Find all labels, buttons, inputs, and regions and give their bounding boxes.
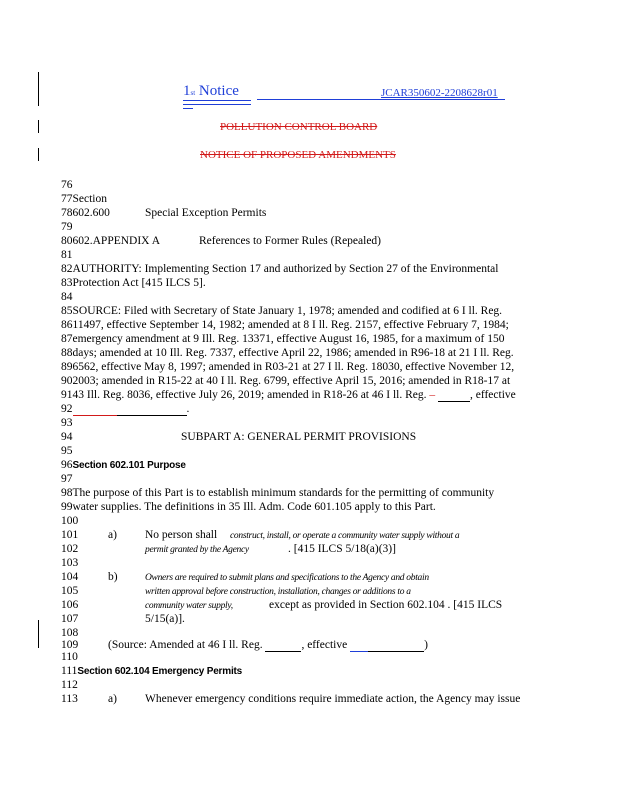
line-109: 109 (Source: Amended at 46 I ll. Reg. , effective ) bbox=[61, 639, 428, 651]
notice-underline bbox=[257, 99, 505, 100]
change-bar bbox=[38, 148, 39, 161]
notice-heading bbox=[183, 82, 239, 100]
line-108: 108 bbox=[61, 627, 79, 639]
line-103: 103 bbox=[61, 557, 79, 569]
line-92: 92 . bbox=[61, 403, 190, 415]
line-80: 80602.APPENDIX A References to Former Rules (Repealed) bbox=[61, 235, 382, 247]
line-104: 104 b) Owners are required to submit plans and specifications to the Agency and obtain bbox=[61, 571, 429, 583]
notice-title: NOTICE OF PROPOSED AMENDMENTS bbox=[200, 149, 396, 161]
line-95: 95 bbox=[61, 445, 73, 457]
line-76: 76 bbox=[61, 179, 73, 191]
line-94: 94 SUBPART A: GENERAL PERMIT PROVISIONS bbox=[61, 431, 417, 443]
line-102: 102 permit granted by the Agency . [415 ILCS 5/18(a)(3)] bbox=[61, 543, 396, 555]
line-84: 84 bbox=[61, 291, 73, 303]
change-bar bbox=[38, 72, 39, 106]
notice-underline bbox=[183, 104, 251, 105]
notice-label: Notice bbox=[198, 83, 239, 99]
line-97: 97 bbox=[61, 473, 73, 485]
notice-number: 1 bbox=[183, 83, 191, 99]
line-93: 93 bbox=[61, 417, 73, 429]
line-112: 112 bbox=[61, 679, 78, 691]
line-86: 8611497, effective September 14, 1982; amended at 8 I ll. Reg. 2157, effective February 7, 1984; bbox=[61, 319, 509, 331]
line-81: 81 bbox=[61, 249, 73, 261]
line-113: 113 a) Whenever emergency conditions require immediate action, the Agency may issue bbox=[61, 693, 521, 705]
line-100: 100 bbox=[61, 515, 79, 527]
line-79: 79 bbox=[61, 221, 73, 233]
notice-sup: st bbox=[190, 89, 196, 97]
line-105: 105 written approval before construction, installation, changes or additions to a bbox=[61, 585, 411, 597]
line-91: 9143 Ill. Reg. 8036, effective July 26, 2019; amended in R18-26 at 46 I ll. Reg. – , effective bbox=[61, 389, 516, 401]
line-85: 85SOURCE: Filed with Secretary of State January 1, 1978; amended and codified at 6 I ll. Reg. bbox=[61, 305, 503, 317]
notice-underline bbox=[183, 108, 193, 109]
line-77: 77Section bbox=[61, 193, 107, 205]
line-98: 98The purpose of this Part is to establish minimum standards for the permitting of community bbox=[61, 487, 495, 499]
board-name: POLLUTION CONTROL BOARD bbox=[220, 121, 378, 133]
line-107: 107 5/15(a)]. bbox=[61, 613, 185, 625]
line-83: 83Protection Act [415 ILCS 5]. bbox=[61, 277, 206, 289]
line-101: 101 a) No person shall construct, install, or operate a community water supply without a bbox=[61, 529, 460, 541]
line-78: 78602.600 Special Exception Permits bbox=[61, 207, 267, 219]
line-90: 902003; amended in R15-22 at 40 I ll. Reg. 6799, effective April 15, 2016; amended in R18-17 at bbox=[61, 375, 511, 387]
line-111: 111Section 602.104 Emergency Permits bbox=[61, 665, 243, 677]
line-89: 896562, effective May 8, 1997; amended in R03-21 at 27 I ll. Reg. 18030, effective November 12, bbox=[61, 361, 515, 373]
line-82: 82AUTHORITY: Implementing Section 17 and authorized by Section 27 of the Environmental bbox=[61, 263, 499, 275]
notice-underline bbox=[183, 100, 251, 101]
line-96: 96Section 602.101 Purpose bbox=[61, 459, 186, 471]
line-110: 110 bbox=[61, 651, 78, 663]
line-88: 88days; amended at 10 Ill. Reg. 7337, effective April 22, 1986; amended in R96-18 at 21 I ll. Reg. bbox=[61, 347, 514, 359]
change-bar bbox=[38, 120, 39, 133]
change-bar bbox=[38, 620, 39, 648]
line-87: 87emergency amendment at 9 Ill. Reg. 13371, effective August 16, 1985, for a maximum of 150 bbox=[61, 333, 505, 345]
line-99: 99water supplies. The definitions in 35 Ill. Adm. Code 601.105 apply to this Part. bbox=[61, 501, 436, 513]
document-id: JCAR350602-2208628r01 bbox=[381, 87, 498, 99]
line-106: 106 community water supply, except as provided in Section 602.104 . [415 ILCS bbox=[61, 599, 503, 611]
